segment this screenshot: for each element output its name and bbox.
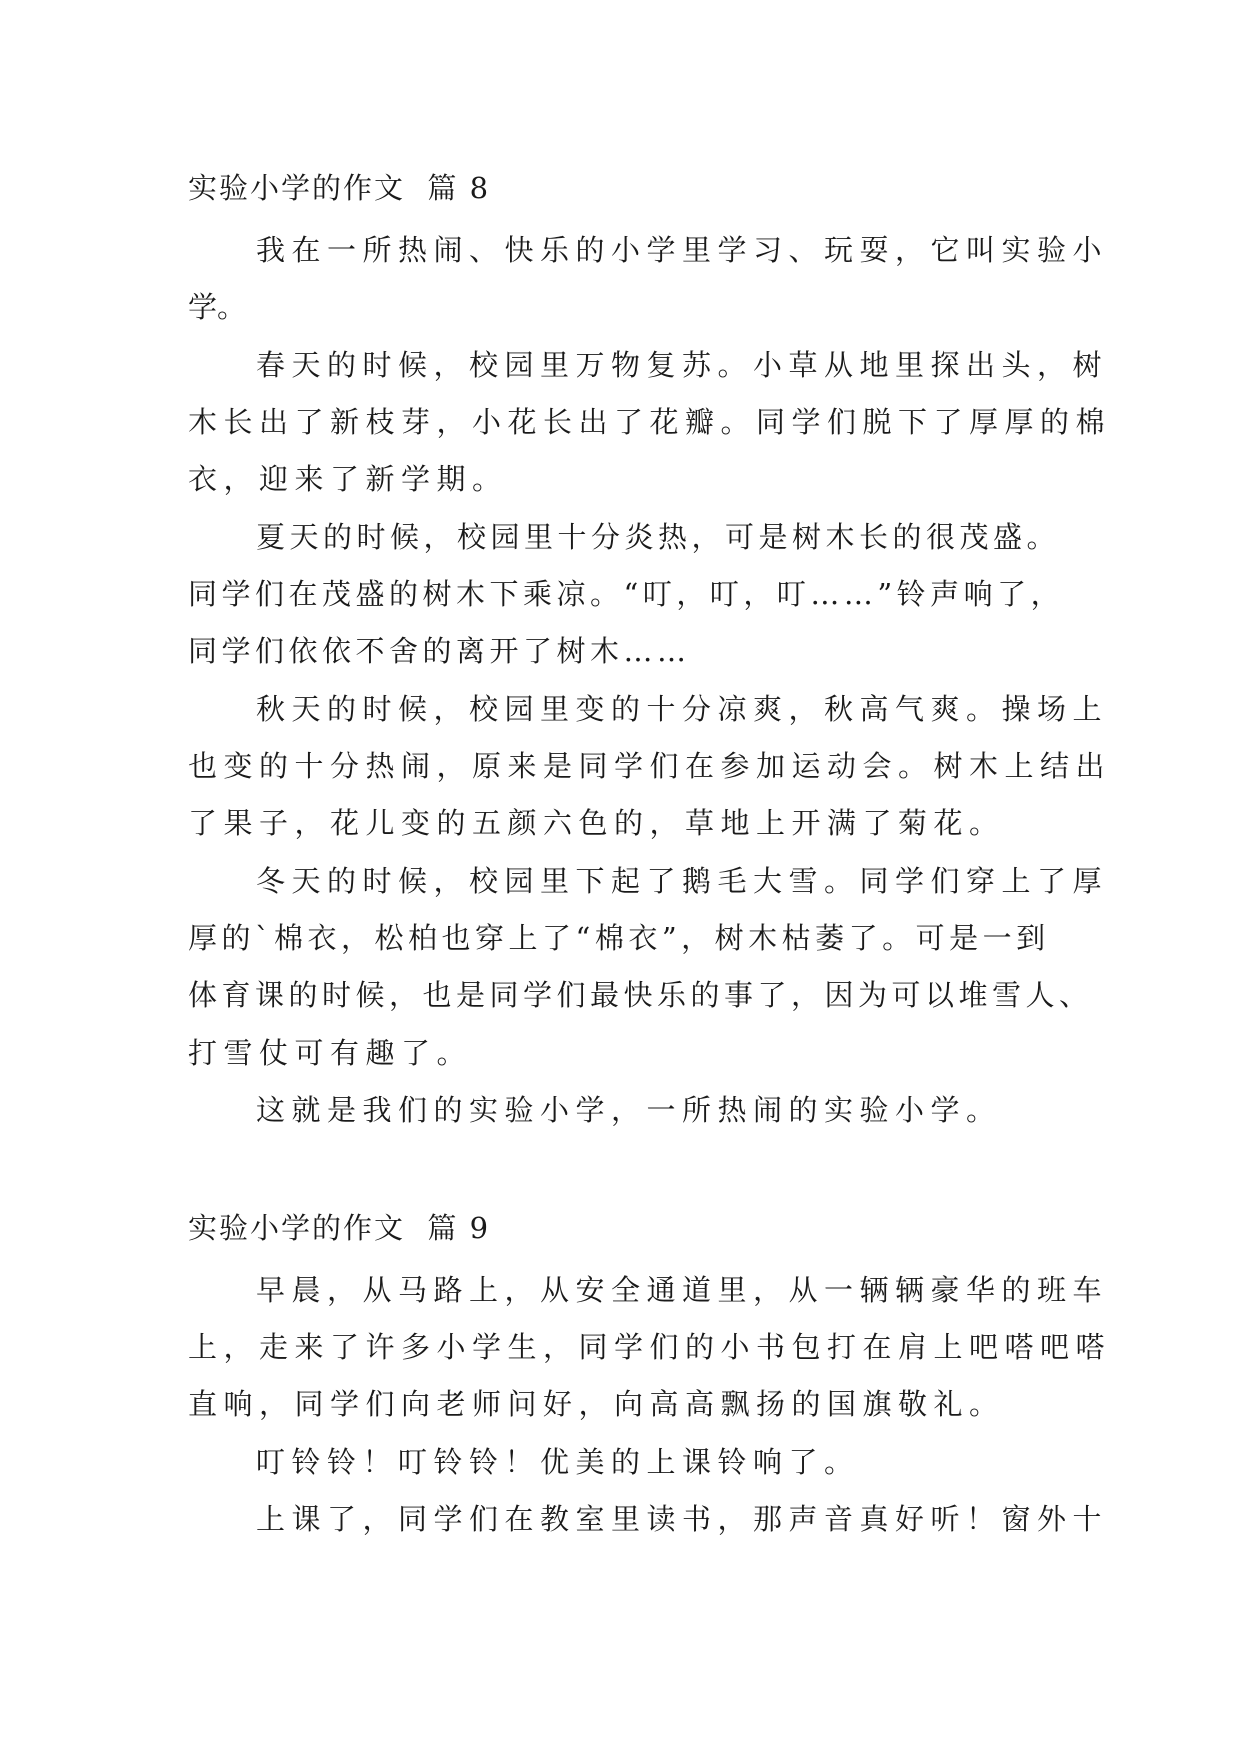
paragraph-line: 叮铃铃！叮铃铃！优美的上课铃响了。: [256, 1445, 860, 1479]
paragraph-line: 木长出了新枝芽，小花长出了花瓣。同学们脱下了厚厚的棉: [188, 405, 1112, 439]
paragraph-line: 冬天的时候，校园里下起了鹅毛大雪。同学们穿上了厚: [256, 864, 1109, 898]
essay-title-8: 实验小学的作文 篇 8: [188, 171, 491, 205]
paragraph-line: 夏天的时候，校园里十分炎热，可是树木长的很茂盛。: [256, 520, 1061, 554]
paragraph-line: 上课了，同学们在教室里读书，那声音真好听！窗外十: [256, 1502, 1109, 1536]
paragraph-line: 我在一所热闹、快乐的小学里学习、玩耍，它叫实验小: [256, 233, 1109, 267]
paragraph-line: 同学们依依不舍的离开了树木……: [188, 634, 691, 668]
paragraph-line: 这就是我们的实验小学，一所热闹的实验小学。: [256, 1093, 1002, 1127]
paragraph-line: 衣，迎来了新学期。: [188, 462, 508, 496]
paragraph-line: 秋天的时候，校园里变的十分凉爽，秋高气爽。操场上: [256, 692, 1109, 726]
paragraph-line: 同学们在茂盛的树木下乘凉。“叮，叮，叮……”铃声响了，: [188, 577, 1065, 611]
paragraph-line: 体育课的时候，也是同学们最快乐的事了，因为可以堆雪人、: [188, 978, 1093, 1012]
paragraph-line: 学。: [188, 290, 247, 324]
paragraph-line: 打雪仗可有趣了。: [188, 1036, 473, 1070]
paragraph-line: 上，走来了许多小学生，同学们的小书包打在肩上吧嗒吧嗒: [188, 1330, 1112, 1364]
paragraph-line: 直响，同学们向老师问好，向高高飘扬的国旗敬礼。: [188, 1387, 1005, 1421]
paragraph-line: 也变的十分热闹，原来是同学们在参加运动会。树木上结出: [188, 749, 1112, 783]
paragraph-line: 春天的时候，校园里万物复苏。小草从地里探出头，树: [256, 348, 1109, 382]
paragraph-line: 早晨，从马路上，从安全通道里，从一辆辆豪华的班车: [256, 1273, 1109, 1307]
paragraph-line: 厚的`棉衣，松柏也穿上了“棉衣”，树木枯萎了。可是一到: [188, 921, 1050, 955]
essay-title-9: 实验小学的作文 篇 9: [188, 1211, 491, 1245]
paragraph-line: 了果子，花儿变的五颜六色的，草地上开满了菊花。: [188, 806, 1005, 840]
